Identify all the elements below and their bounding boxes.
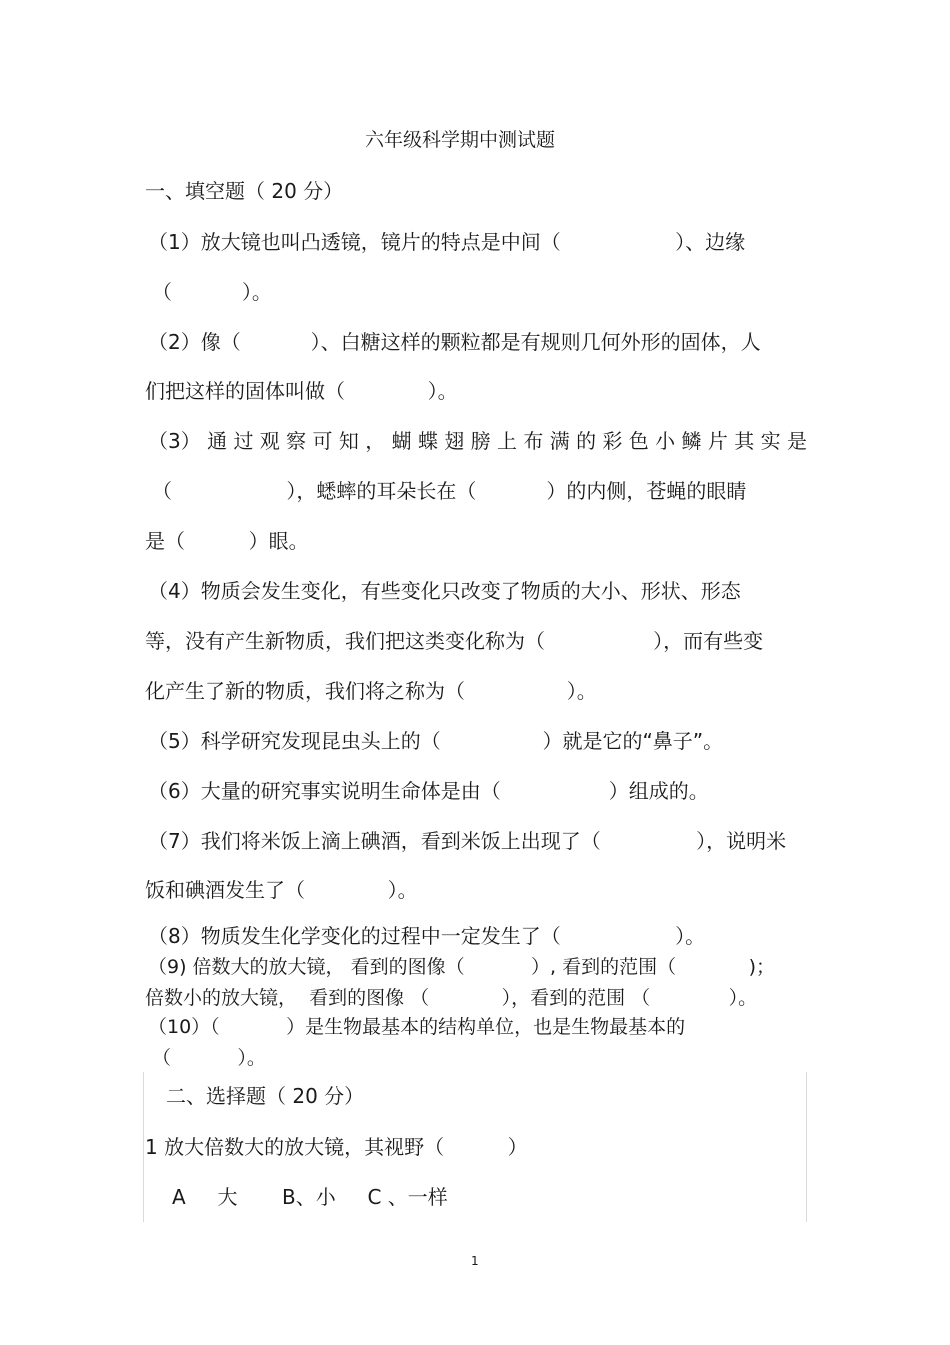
question-1-line-1: （1）放大镜也叫凸透镜，镜片的特点是中间（ ）、边缘 bbox=[148, 230, 746, 254]
left-frame-line bbox=[143, 1072, 144, 1222]
question-3-line-1: （3） 通 过 观 察 可 知 ， 蝴 蝶 翅 膀 上 布 满 的 彩 色 小 鳞 片 其 实 是 bbox=[148, 429, 807, 453]
question-7-line-1: （7）我们将米饭上滴上碘酒，看到米饭上出现了（ ），说明米 bbox=[148, 829, 787, 853]
question-10-line-2: （ ）。 bbox=[152, 1047, 266, 1069]
page-number: 1 bbox=[471, 1254, 479, 1268]
question-8: （8）物质发生化学变化的过程中一定发生了（ ）。 bbox=[148, 924, 706, 948]
mc-question-1: 1 放大倍数大的放大镜，其视野（ ） bbox=[145, 1135, 528, 1159]
page-title: 六年级科学期中测试题 bbox=[365, 129, 556, 151]
question-4-line-3: 化产生了新的物质，我们将之称为（ ）。 bbox=[145, 679, 597, 703]
question-7-line-2: 饭和碘酒发生了（ ）。 bbox=[145, 878, 418, 902]
mc-question-1-options: A 大 B、小 C 、一样 bbox=[172, 1185, 448, 1209]
question-10-line-1: （10）（ ）是生物最基本的结构单位，也是生物最基本的 bbox=[148, 1016, 686, 1038]
question-3-line-2: （ ），蟋蟀的耳朵长在（ ）的内侧，苍蝇的眼睛 bbox=[152, 479, 747, 503]
question-3-line-3: 是（ ）眼。 bbox=[145, 529, 309, 553]
question-5: （5）科学研究发现昆虫头上的（ ）就是它的“鼻子”。 bbox=[148, 729, 724, 753]
question-2-line-2: 们把这样的固体叫做（ ）。 bbox=[145, 379, 458, 403]
question-1-line-2: （ ）。 bbox=[152, 280, 272, 304]
section-heading-fill-in: 一、填空题（ 20 分） bbox=[145, 179, 344, 203]
question-2-line-1: （2）像（ ）、白糖这样的颗粒都是有规则几何外形的固体，人 bbox=[148, 330, 761, 354]
question-9-line-1: （9) 倍数大的放大镜， 看到的图像（ ）, 看到的范围（ )； bbox=[148, 956, 775, 978]
right-frame-line bbox=[806, 1072, 807, 1222]
question-4-line-1: （4）物质会发生变化，有些变化只改变了物质的大小、形状、形态 bbox=[148, 579, 741, 603]
question-4-line-2: 等，没有产生新物质，我们把这类变化称为（ ），而有些变 bbox=[145, 629, 764, 653]
section-heading-multiple-choice: 二、选择题（ 20 分） bbox=[166, 1084, 365, 1108]
question-6: （6）大量的研究事实说明生命体是由（ ）组成的。 bbox=[148, 779, 709, 803]
question-9-line-2: 倍数小的放大镜， 看到的图像 （ ），看到的范围 （ ）。 bbox=[145, 987, 758, 1009]
